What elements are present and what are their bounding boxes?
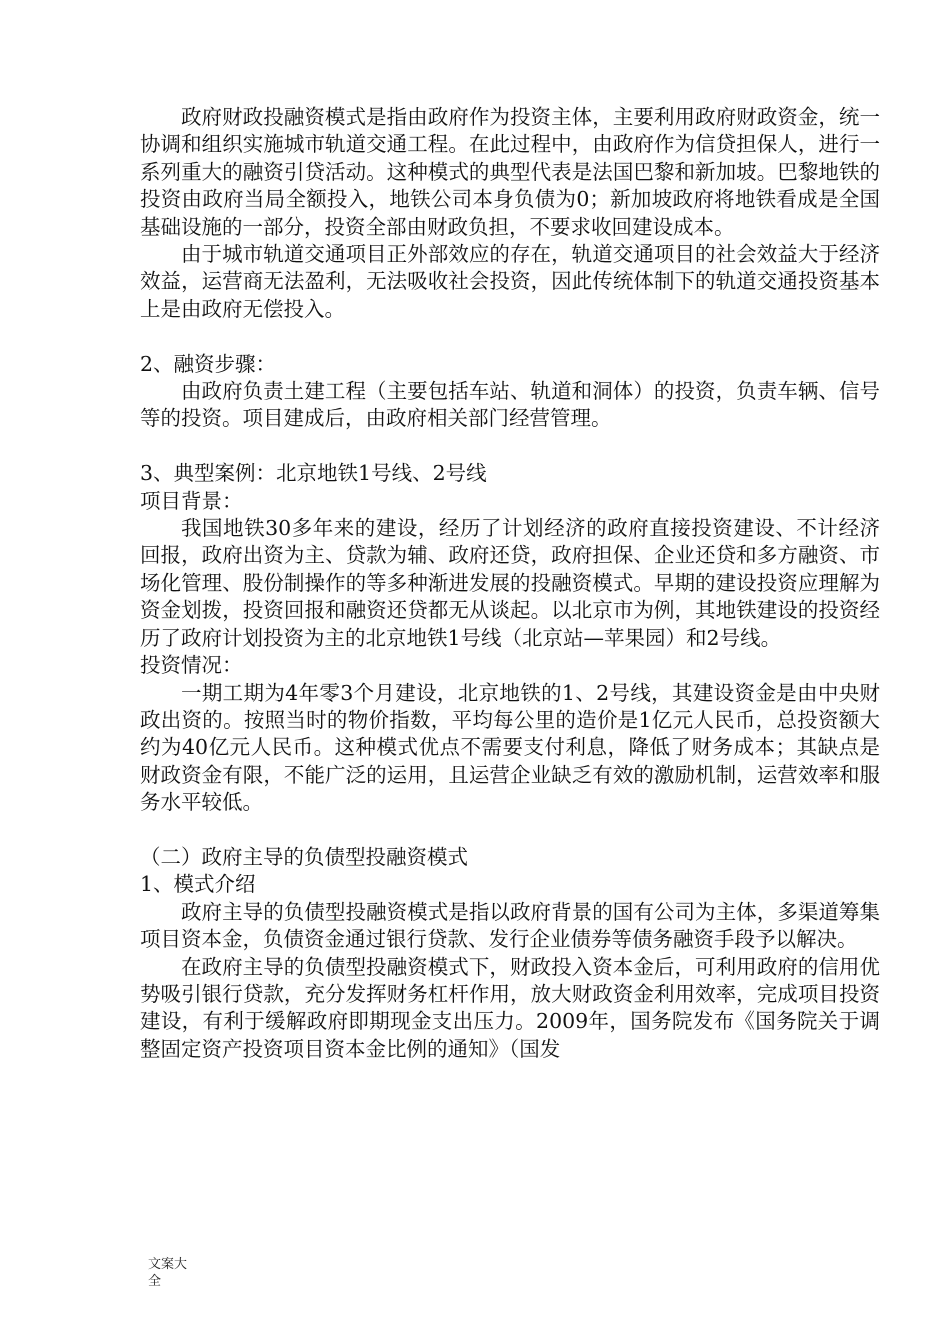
paragraph-background: 我国地铁30多年来的建设，经历了计划经济的政府直接投资建设、不计经济回报，政府出资为主、贷款为辅、政府还贷，政府担保、企业还贷和多方融资、市场化管理、股份制操作的等多种渐进发展的投融资模式。早期的建设投资应理解为资金划拨，投资回报和融资还贷都无从谈起。以北京市为例，其地铁建设的投资经历了政府计划投资为主的北京地铁1号线（北京站—苹果园）和2号线。 bbox=[140, 516, 880, 650]
spacer bbox=[140, 817, 880, 844]
paragraph-debt-model-detail: 在政府主导的负债型投融资模式下，财政投入资本金后，可利用政府的信用优势吸引银行贷款，充分发挥财务杠杆作用，放大财政资金利用效率，完成项目投资建设，有利于缓解政府即期现金支出压力。2009年，国务院发布《国务院关于调整固定资产投资项目资本金比例的通知》（国发 bbox=[140, 954, 880, 1061]
paragraph-debt-model-definition: 政府主导的负债型投融资模式是指以政府背景的国有公司为主体，多渠道筹集项目资本金，负债资金通过银行贷款、发行企业债券等债务融资手段予以解决。 bbox=[140, 899, 880, 952]
spacer bbox=[140, 433, 880, 460]
footer-label: 文案大全 bbox=[148, 1257, 188, 1289]
heading-typical-case: 3、典型案例：北京地铁1号线、2号线 bbox=[140, 461, 487, 486]
paragraph-investment: 一期工期为4年零3个月建设，北京地铁的1、2号线，其建设资金是由中央财政出资的。按照当时的物价指数，平均每公里的造价是1亿元人民币，总投资额大约为40亿元人民币。这种模式优点不需要支付利息，降低了财务成本；其缺点是财政资金有限，不能广泛的运用，且运营企业缺乏有效的激励机制，运营效率和服务水平较低。 bbox=[140, 680, 880, 815]
paragraph-externality: 由于城市轨道交通项目正外部效应的存在，轨道交通项目的社会效益大于经济效益，运营商无法盈利，无法吸收社会投资，因此传统体制下的轨道交通投资基本上是由政府无偿投入。 bbox=[140, 242, 880, 321]
heading-project-background: 项目背景： bbox=[140, 488, 243, 513]
heading-investment-status: 投资情况： bbox=[140, 653, 243, 678]
heading-model-intro: 1、模式介绍 bbox=[140, 872, 256, 897]
heading-debt-model: （二）政府主导的负债型投融资模式 bbox=[140, 844, 468, 869]
paragraph-steps: 由政府负责土建工程（主要包括车站、轨道和洞体）的投资，负责车辆、信号等的投资。项目建成后，由政府相关部门经营管理。 bbox=[140, 379, 880, 431]
spacer bbox=[140, 323, 880, 350]
document-body bbox=[140, 104, 880, 1063]
paragraph-fiscal-model: 政府财政投融资模式是指由政府作为投资主体，主要利用政府财政资金，统一协调和组织实施城市轨道交通工程。在此过程中，由政府作为信贷担保人，进行一系列重大的融资引贷活动。这种模式的典型代表是法国巴黎和新加坡。巴黎地铁的投资由政府当局全额投入，地铁公司本身负债为0；新加坡政府将地铁看成是全国基础设施的一部分，投资全部由财政负担，不要求收回建设成本。 bbox=[140, 105, 880, 239]
heading-financing-steps: 2、融资步骤： bbox=[140, 351, 277, 376]
